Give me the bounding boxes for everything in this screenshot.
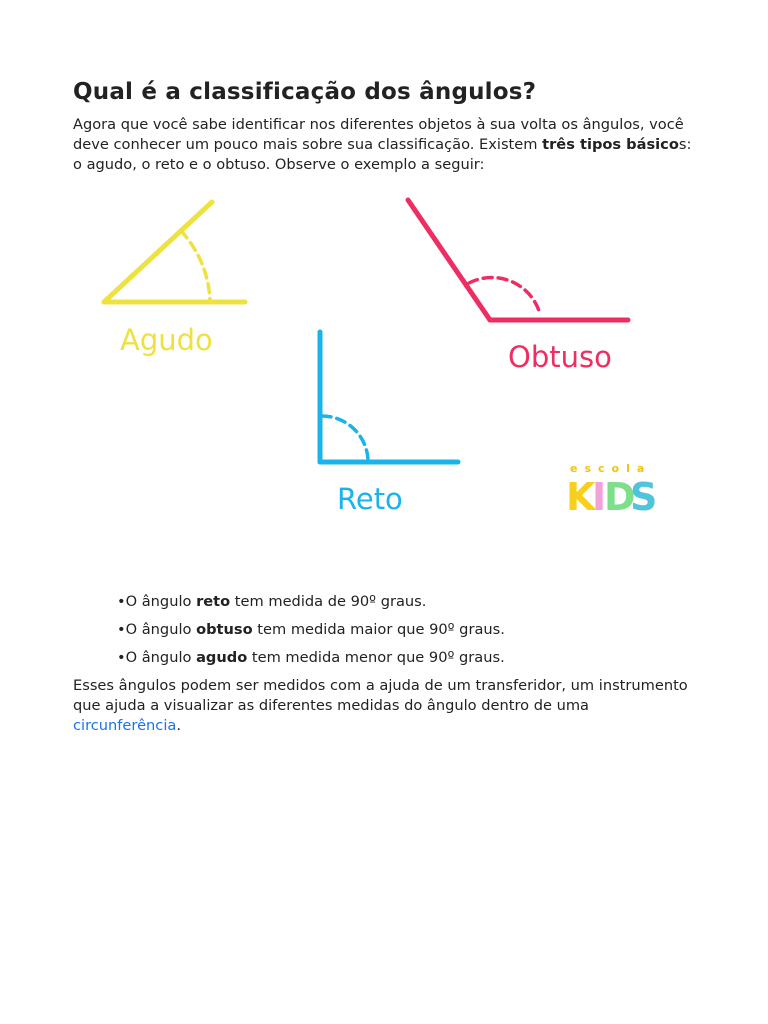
list-item-text: •O ângulo	[117, 649, 197, 666]
list-item-bold: reto	[196, 593, 231, 610]
list-item-text: •O ângulo	[117, 621, 197, 638]
acute-angle	[104, 202, 245, 357]
acute-angle-arc	[181, 231, 210, 301]
list-item-text: •O ângulo	[117, 593, 197, 610]
angles-illustration	[0, 180, 768, 540]
acute-angle-inclined-ray	[104, 202, 212, 302]
circunferencia-link[interactable]: circunferência	[73, 717, 177, 734]
obtuse-angle	[408, 200, 628, 374]
logo-top-text: escola	[570, 462, 652, 475]
obtuse-angle-inclined-ray	[408, 200, 490, 320]
intro-bold-text: três tipos básico	[542, 136, 679, 153]
logo-letter-s: S	[630, 475, 658, 519]
list-item-text: tem medida maior que 90º graus.	[252, 621, 505, 638]
acute-angle-label: Agudo	[120, 323, 213, 357]
right-angle	[320, 332, 458, 516]
list-item-bold: agudo	[196, 649, 248, 666]
intro-text-end: s: o agudo, o reto e o obtuso. Observe o exemplo a seguir:	[73, 136, 692, 173]
intro-paragraph	[73, 115, 693, 175]
right-angle-arc	[322, 416, 368, 460]
list-item-text: tem medida menor que 90º graus.	[247, 649, 505, 666]
page-title: Qual é a classificação dos ângulos?	[73, 79, 537, 105]
closing-period: .	[176, 717, 181, 734]
list-item-text: tem medida de 90º graus.	[230, 593, 427, 610]
intro-text-start: Agora que você sabe identificar nos diferentes objetos à sua volta os ângulos, você deve conhecer um pouco mais sobre sua classificação. Existem	[73, 116, 684, 153]
angle-facts-list	[117, 592, 505, 676]
obtuse-angle-label: Obtuso	[508, 340, 612, 374]
logo-letter-k: K	[566, 475, 596, 519]
logo-letter-i: I	[592, 475, 607, 519]
list-item-bold: obtuso	[196, 621, 253, 638]
closing-text: Esses ângulos podem ser medidos com a ajuda de um transferidor, um instrumento que ajuda a visualizar as diferentes medidas do ângulo dentro de uma	[73, 677, 688, 714]
escola-kids-logo	[566, 462, 657, 519]
list-item	[117, 620, 505, 648]
right-angle-label: Reto	[337, 482, 403, 516]
closing-paragraph	[73, 676, 698, 736]
list-item	[117, 648, 505, 676]
logo-letter-d: D	[604, 475, 636, 519]
list-item	[117, 592, 505, 620]
